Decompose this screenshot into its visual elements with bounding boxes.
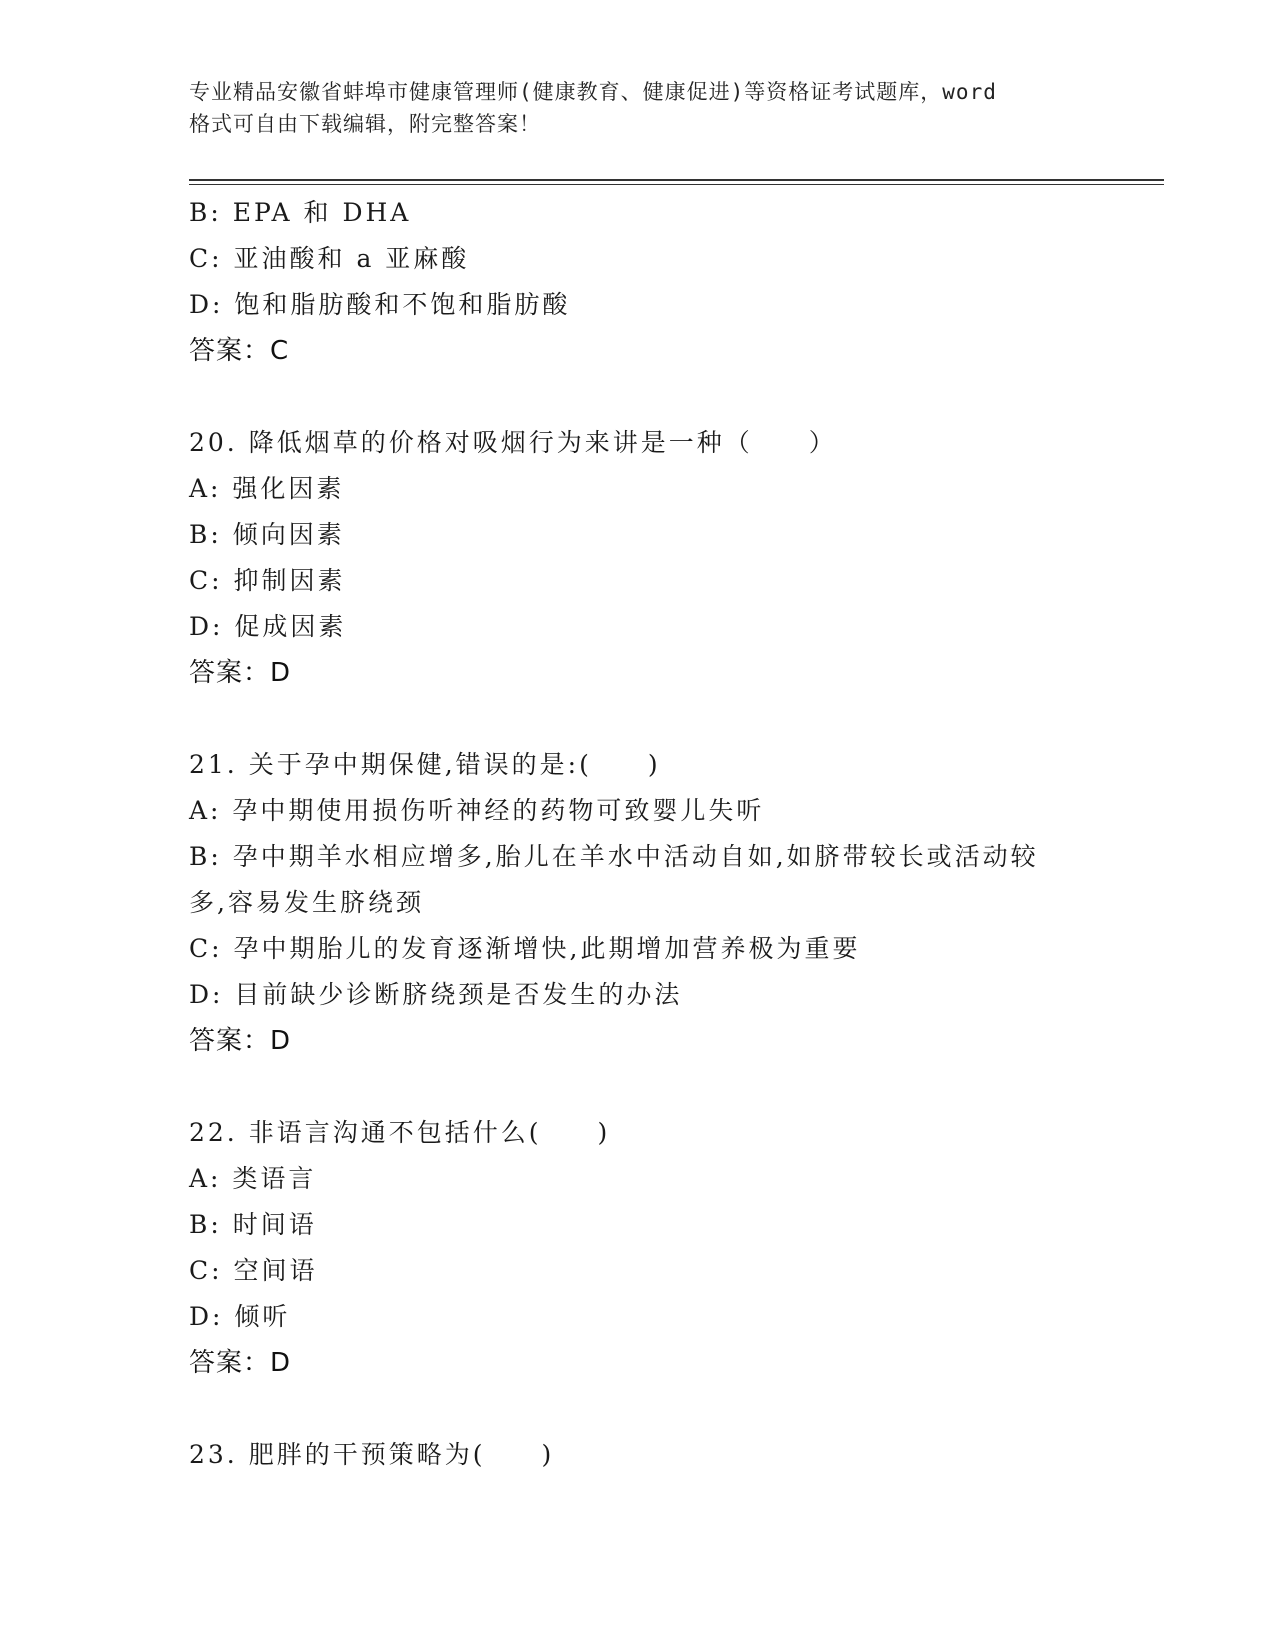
- question-stem: 20. 降低烟草的价格对吸烟行为来讲是一种（ ）: [189, 428, 837, 457]
- option-b: B: 倾向因素: [189, 520, 345, 549]
- option-c: C: 亚油酸和 a 亚麻酸: [189, 244, 470, 273]
- spacer: [189, 374, 1089, 420]
- option-d: D: 倾听: [189, 1302, 291, 1331]
- option-d: D: 促成因素: [189, 612, 347, 641]
- spacer: [189, 1064, 1089, 1110]
- answer-line: 答案：C: [189, 336, 290, 366]
- question-list: [189, 190, 1089, 1478]
- question-block-23: [189, 1432, 1089, 1478]
- question-block-20: [189, 420, 1089, 696]
- header-line-2: 格式可自由下载编辑，附完整答案！: [189, 112, 541, 136]
- option-b: B: 孕中期羊水相应增多,胎儿在羊水中活动自如,如脐带较长或活动较: [189, 842, 1039, 871]
- answer-line: 答案：D: [189, 1348, 292, 1378]
- spacer: [189, 696, 1089, 742]
- option-a: A: 类语言: [189, 1164, 317, 1193]
- header-divider-thick: [189, 179, 1164, 181]
- question-stem: 22. 非语言沟通不包括什么( ): [189, 1118, 611, 1147]
- header-line-1: 专业精品安徽省蚌埠市健康管理师(健康教育、健康促进)等资格证考试题库，word: [189, 80, 997, 104]
- option-b-continued: 多,容易发生脐绕颈: [189, 888, 424, 917]
- spacer: [189, 1386, 1089, 1432]
- option-c: C: 空间语: [189, 1256, 318, 1285]
- question-stem: 23. 肥胖的干预策略为( ): [189, 1440, 555, 1469]
- question-stem: 21. 关于孕中期保健,错误的是:( ): [189, 750, 661, 779]
- option-c: C: 抑制因素: [189, 566, 346, 595]
- answer-line: 答案：D: [189, 658, 292, 688]
- option-a: A: 强化因素: [189, 474, 345, 503]
- document-header: [189, 76, 1089, 140]
- header-divider-thin: [189, 184, 1164, 185]
- option-d: D: 饱和脂肪酸和不饱和脂肪酸: [189, 290, 571, 319]
- option-c: C: 孕中期胎儿的发育逐渐增快,此期增加营养极为重要: [189, 934, 861, 963]
- option-a: A: 孕中期使用损伤听神经的药物可致婴儿失听: [189, 796, 765, 825]
- question-block-21: [189, 742, 1089, 1064]
- question-block-22: [189, 1110, 1089, 1386]
- question-block-19: [189, 190, 1089, 374]
- option-b: B: 时间语: [189, 1210, 317, 1239]
- option-d: D: 目前缺少诊断脐绕颈是否发生的办法: [189, 980, 683, 1009]
- option-b: B: EPA 和 DHA: [189, 198, 412, 227]
- answer-line: 答案：D: [189, 1026, 292, 1056]
